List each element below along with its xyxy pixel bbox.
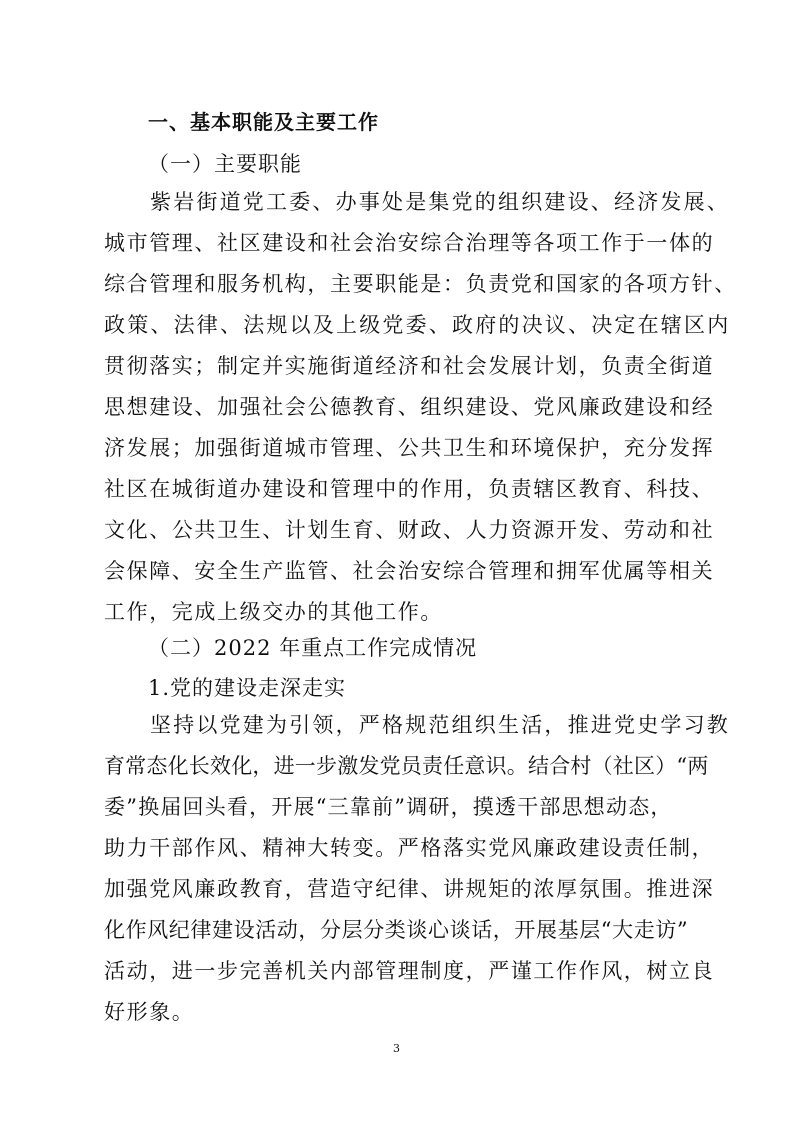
paragraph-line: 工作，完成上级交办的其他工作。 bbox=[104, 600, 443, 624]
paragraph-line: 社区在城街道办建设和管理中的作用，负责辖区教育、科技、 bbox=[104, 477, 715, 501]
paragraph-line: 化作风纪律建设活动，分层分类谈心谈话，开展基层“大走访” bbox=[104, 918, 689, 942]
paragraph-line: 育常态化长效化，进一步激发党员责任意识。结合村（社区）“两 bbox=[104, 754, 709, 778]
paragraph-line: 城市管理、社区建设和社会治安综合治理等各项工作于一体的 bbox=[104, 231, 715, 255]
paragraph-line: 会保障、安全生产监管、社会治安综合管理和拥军优属等相关 bbox=[104, 559, 715, 583]
paragraph-line: 好形象。 bbox=[104, 1000, 195, 1024]
subsection-title-party-building: 1.党的建设走深走实 bbox=[148, 676, 347, 700]
paragraph-line: 助力干部作风、精神大转变。严格落实党风廉政建设责任制， bbox=[104, 836, 715, 860]
paragraph-line: 坚持以党建为引领，严格规范组织生活，推进党史学习教 bbox=[150, 713, 730, 737]
paragraph-line: 思想建设、加强社会公德教育、组织建设、党风廉政建设和经 bbox=[104, 395, 715, 419]
page-number: 3 bbox=[393, 1042, 400, 1055]
paragraph-line: 紫岩街道党工委、办事处是集党的组织建设、经济发展、 bbox=[150, 190, 730, 214]
paragraph-line: 加强党风廉政教育，营造守纪律、讲规矩的浓厚氛围。推进深 bbox=[104, 877, 715, 901]
paragraph-line: 济发展；加强街道城市管理、公共卫生和环境保护，充分发挥 bbox=[104, 436, 715, 460]
paragraph-line: 贯彻落实；制定并实施街道经济和社会发展计划，负责全街道 bbox=[104, 354, 715, 378]
section-title-main-functions: （一）主要职能 bbox=[148, 152, 302, 176]
section-title-key-work-2022: （二）2022 年重点工作完成情况 bbox=[148, 636, 478, 660]
paragraph-line: 文化、公共卫生、计划生育、财政、人力资源开发、劳动和社 bbox=[104, 518, 715, 542]
paragraph-line: 活动，进一步完善机关内部管理制度，严谨工作作风，树立良 bbox=[104, 959, 715, 983]
paragraph-line: 综合管理和服务机构，主要职能是：负责党和国家的各项方针、 bbox=[104, 272, 737, 296]
paragraph-line: 委”换届回头看，开展“三靠前”调研，摸透干部思想动态， bbox=[104, 795, 673, 819]
paragraph-line: 政策、法律、法规以及上级党委、政府的决议、决定在辖区内 bbox=[104, 313, 731, 337]
heading-basic-functions: 一、基本职能及主要工作 bbox=[148, 110, 379, 134]
